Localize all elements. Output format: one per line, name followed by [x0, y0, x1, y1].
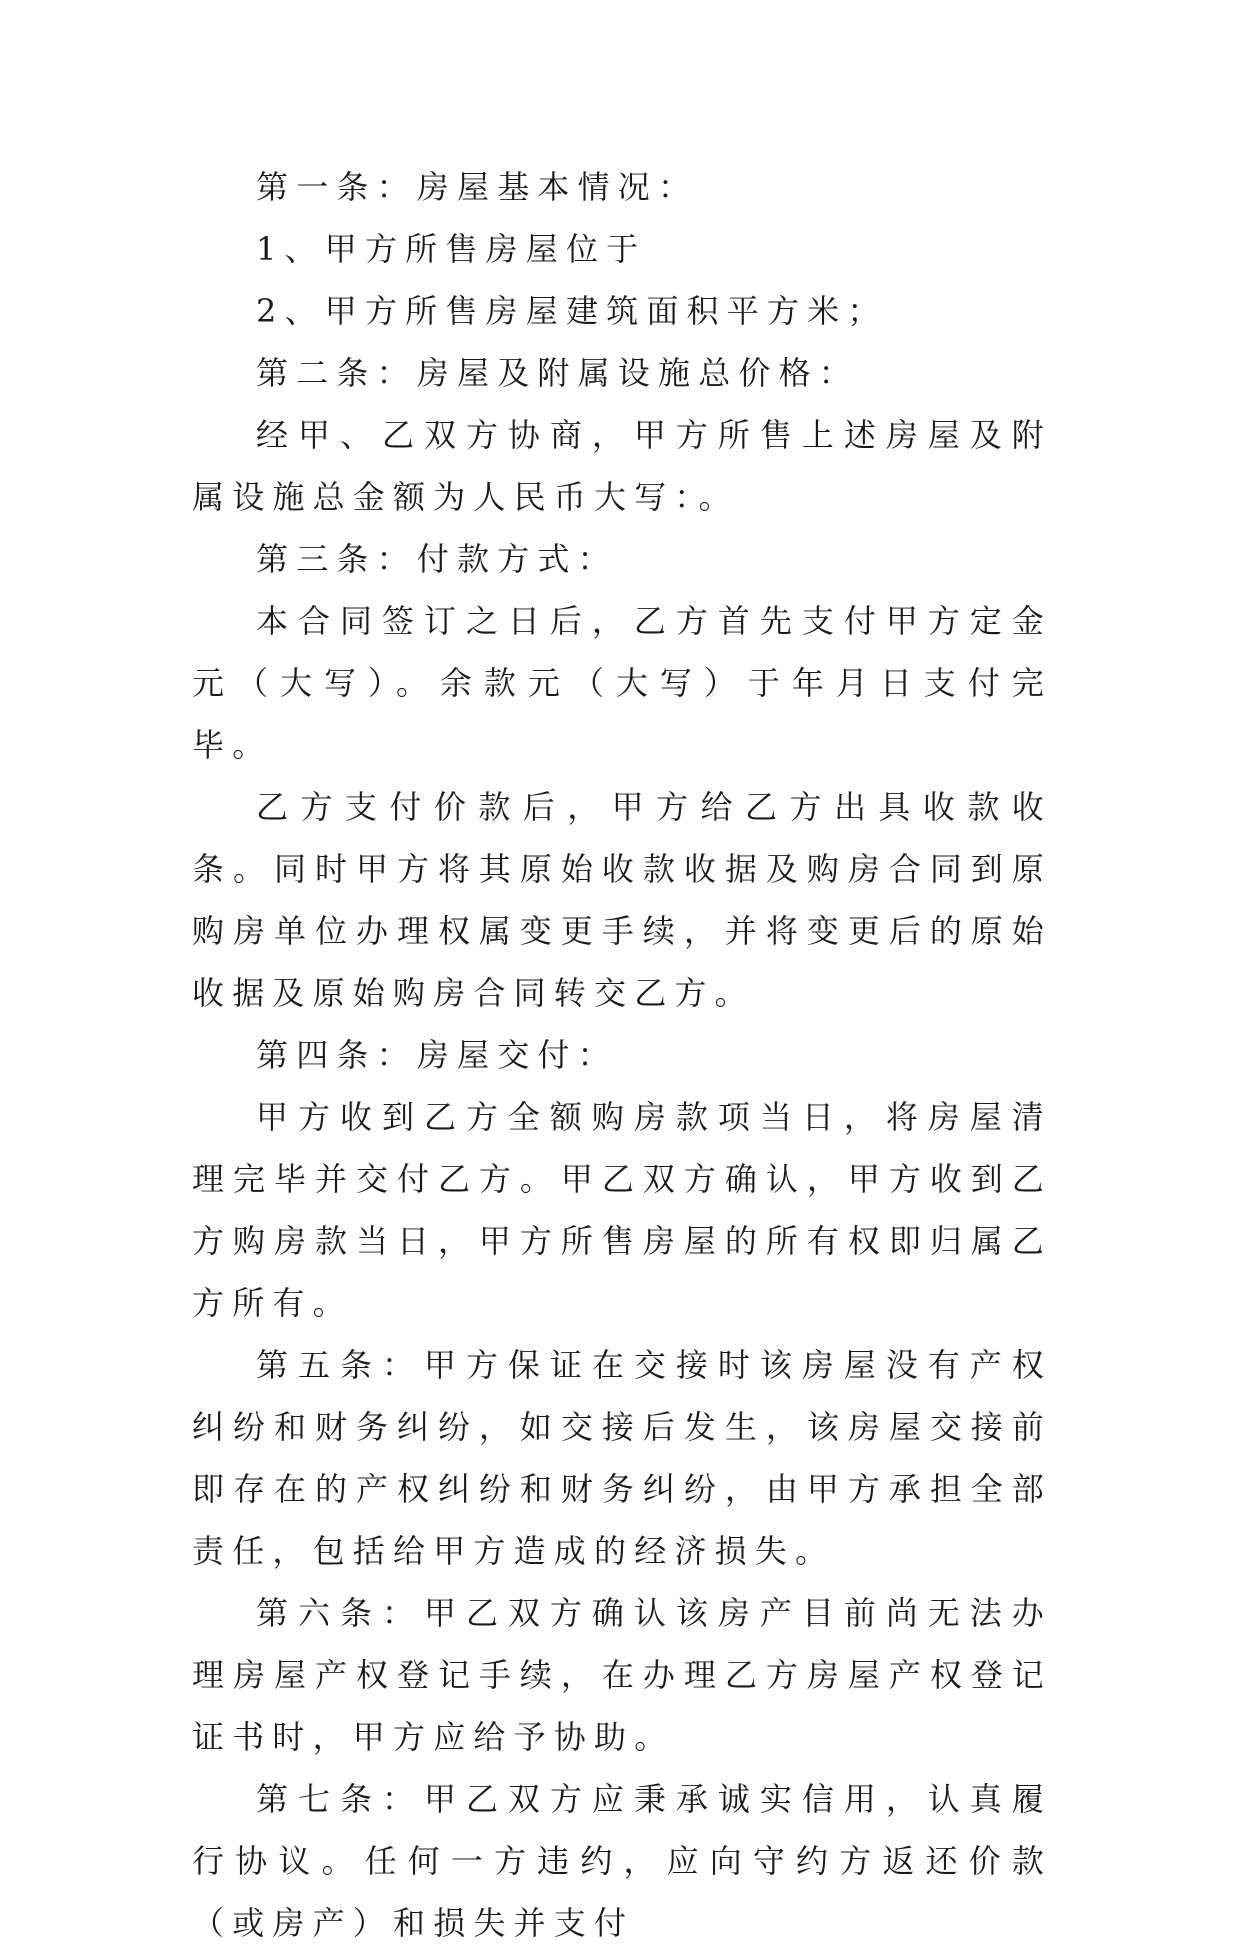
clause-3-text-1: 本合同签订之日后，乙方首先支付甲方定金元（大写）。余款元（大写）于年月日支付完毕。 [192, 602, 1052, 764]
clause-1-item-1: 1、甲方所售房屋位于 [256, 230, 647, 268]
clause-7-text: 第七条：甲乙双方应秉承诚实信用，认真履行协议。任何一方违约，应向守约方返还价款（或房产）和损失并支付 [192, 1780, 1052, 1942]
clause-1-heading: 第一条：房屋基本情况： [256, 168, 699, 206]
clause-5-text: 第五条：甲方保证在交接时该房屋没有产权纠纷和财务纠纷，如交接后发生，该房屋交接前即存在的产权纠纷和财务纠纷，由甲方承担全部责任，包括给甲方造成的经济损失。 [192, 1346, 1052, 1570]
clause-3-heading: 第三条：付款方式： [256, 540, 618, 578]
clause-2-heading: 第二条：房屋及附属设施总价格： [256, 354, 860, 392]
clause-2-text: 经甲、乙双方协商，甲方所售上述房屋及附属设施总金额为人民币大写：。 [192, 416, 1052, 516]
document-body [192, 156, 1052, 1954]
clause-6-text: 第六条：甲乙双方确认该房产目前尚无法办理房屋产权登记手续，在办理乙方房屋产权登记证书时，甲方应给予协助。 [192, 1594, 1052, 1756]
clause-4-heading: 第四条：房屋交付： [256, 1036, 618, 1074]
clause-4-text: 甲方收到乙方全额购房款项当日，将房屋清理完毕并交付乙方。甲乙双方确认，甲方收到乙方购房款当日，甲方所售房屋的所有权即归属乙方所有。 [192, 1098, 1052, 1322]
clause-1-item-2: 2、甲方所售房屋建筑面积平方米； [256, 292, 888, 330]
clause-3-text-2: 乙方支付价款后，甲方给乙方出具收款收条。同时甲方将其原始收款收据及购房合同到原购房单位办理权属变更手续，并将变更后的原始收据及原始购房合同转交乙方。 [192, 788, 1052, 1012]
